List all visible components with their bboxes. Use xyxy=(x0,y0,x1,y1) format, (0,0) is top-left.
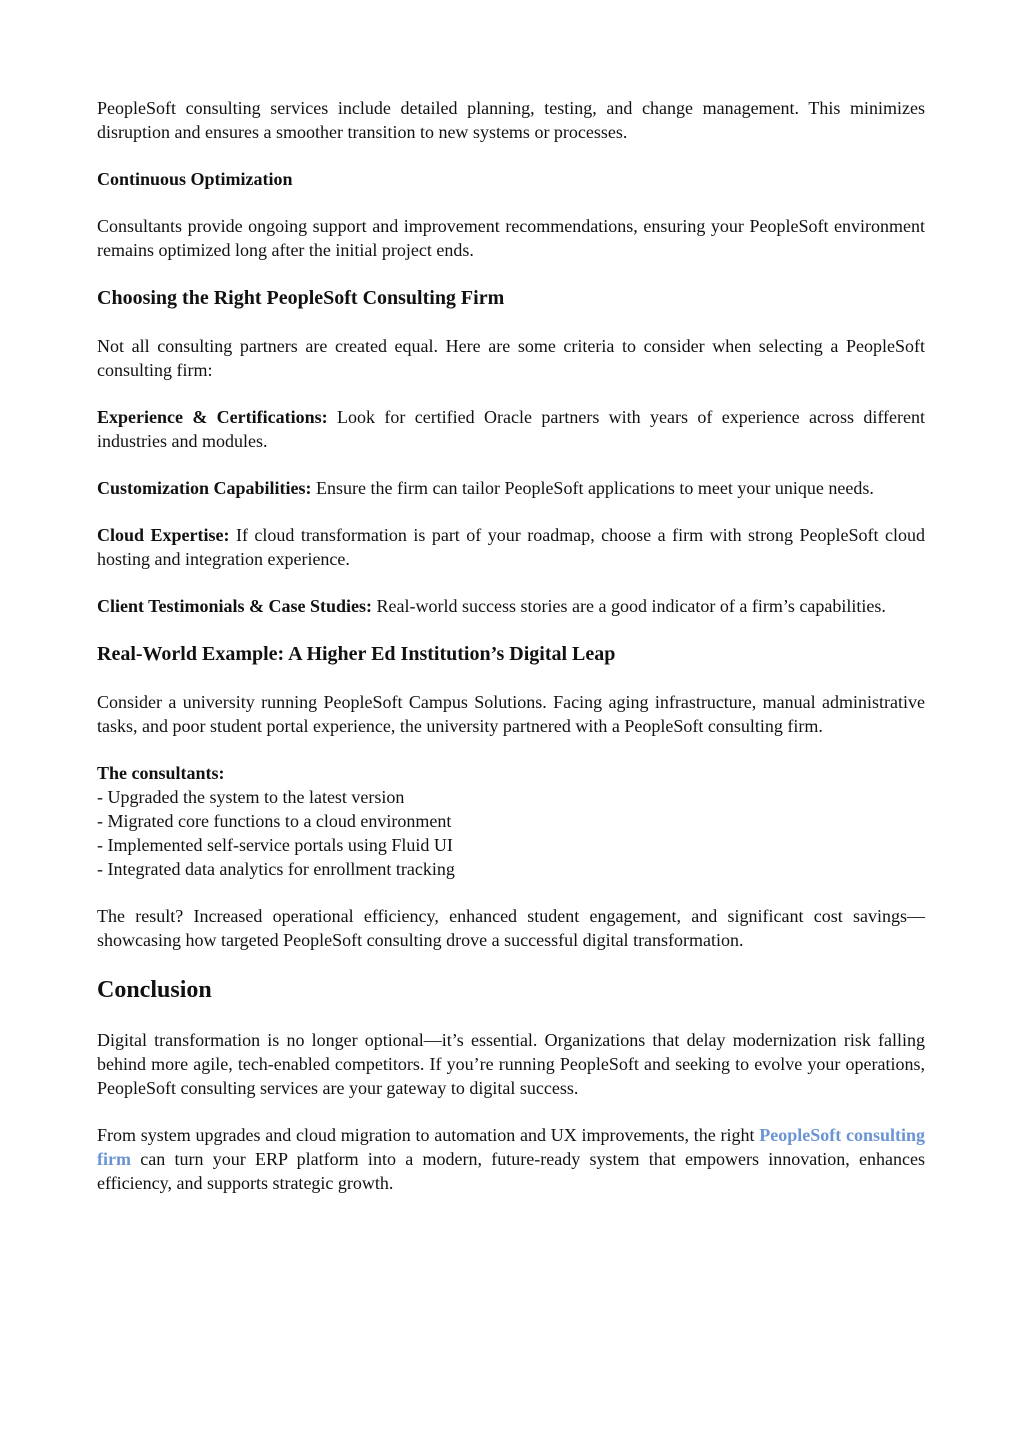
consultants-label: The consultants: xyxy=(97,763,225,783)
criterion-experience xyxy=(97,405,925,453)
list-item: - Integrated data analytics for enrollment tracking xyxy=(97,859,455,879)
conclusion-paragraph-2 xyxy=(97,1123,925,1195)
intro-paragraph: PeopleSoft consulting services include detailed planning, testing, and change management. This minimizes disruption and ensures a smoother transition to new systems or processes. xyxy=(97,98,925,142)
criterion-text: If cloud transformation is part of your roadmap, choose a firm with strong PeopleSoft cloud hosting and integration experience. xyxy=(97,525,925,569)
result-paragraph: The result? Increased operational efficiency, enhanced student engagement, and significant cost savings—showcasing how targeted PeopleSoft consulting drove a successful digital transformation. xyxy=(97,906,925,950)
consultants-list xyxy=(97,785,925,881)
document-page xyxy=(97,96,925,1195)
continuous-optimization-paragraph: Consultants provide ongoing support and improvement recommendations, ensuring your PeopleSoft environment remains optimized long after the initial project ends. xyxy=(97,216,925,260)
conclusion-text-after: can turn your ERP platform into a modern, future-ready system that empowers innovation, enhances efficiency, and supports strategic growth. xyxy=(97,1149,925,1193)
criterion-label: Client Testimonials & Case Studies: xyxy=(97,596,373,616)
criterion-label: Cloud Expertise: xyxy=(97,525,230,545)
criterion-customization xyxy=(97,476,925,500)
list-item: - Upgraded the system to the latest version xyxy=(97,787,405,807)
criterion-text: Real-world success stories are a good indicator of a firm’s capabilities. xyxy=(372,596,886,616)
criterion-cloud xyxy=(97,523,925,571)
criterion-text: Look for certified Oracle partners with years of experience across different industries and modules. xyxy=(97,407,925,451)
criterion-label: Customization Capabilities: xyxy=(97,478,312,498)
peoplesoft-consulting-firm-link[interactable]: PeopleSoft consulting firm xyxy=(97,1125,925,1169)
conclusion-heading: Conclusion xyxy=(97,977,212,1003)
choosing-firm-intro: Not all consulting partners are created equal. Here are some criteria to consider when selecting a PeopleSoft consulting firm: xyxy=(97,336,925,380)
criterion-testimonials xyxy=(97,594,925,618)
criterion-text: Ensure the firm can tailor PeopleSoft applications to meet your unique needs. xyxy=(311,478,874,498)
conclusion-text-before: From system upgrades and cloud migration to automation and UX improvements, the right xyxy=(97,1125,760,1145)
criterion-label: Experience & Certifications: xyxy=(97,407,328,427)
continuous-optimization-heading: Continuous Optimization xyxy=(97,169,293,189)
real-world-example-paragraph: Consider a university running PeopleSoft Campus Solutions. Facing aging infrastructure, manual administrative tasks, and poor student portal experience, the university partnered with a PeopleSoft consulting firm. xyxy=(97,692,925,736)
choosing-firm-heading: Choosing the Right PeopleSoft Consulting Firm xyxy=(97,287,505,309)
conclusion-paragraph-1: Digital transformation is no longer optional—it’s essential. Organizations that delay modernization risk falling behind more agile, tech-enabled competitors. If you’re running PeopleSoft and seeking to evolve your operations, PeopleSoft consulting services are your gateway to digital success. xyxy=(97,1030,925,1098)
list-item: - Migrated core functions to a cloud environment xyxy=(97,811,452,831)
real-world-example-heading: Real-World Example: A Higher Ed Institution’s Digital Leap xyxy=(97,643,616,665)
list-item: - Implemented self-service portals using Fluid UI xyxy=(97,835,453,855)
